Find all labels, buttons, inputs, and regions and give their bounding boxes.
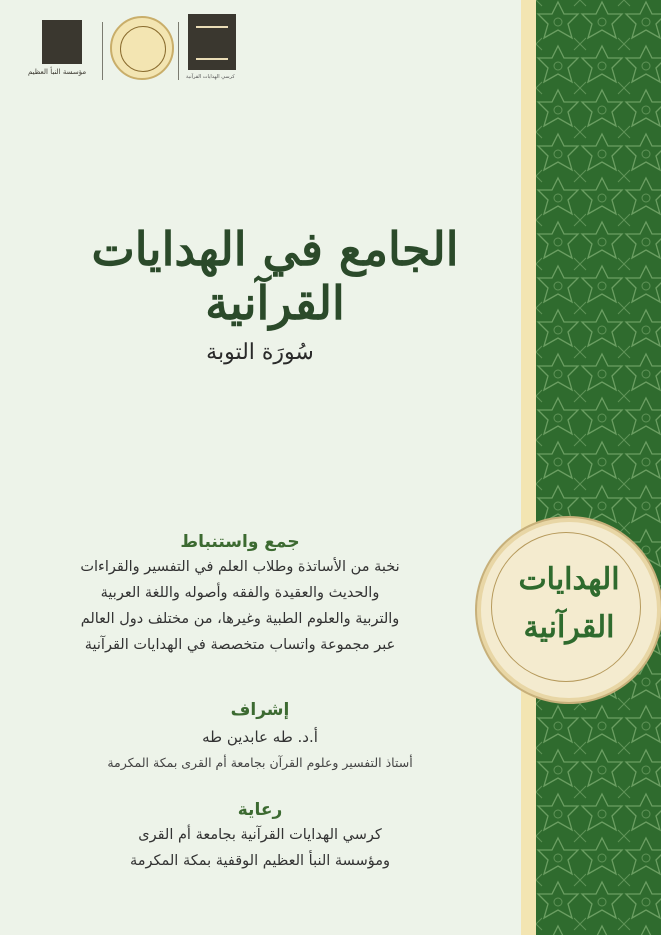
book-title: الجامع في الهدايات القرآنية <box>91 222 459 330</box>
emblem-text: الهدايات القرآنية <box>518 562 620 645</box>
supervisor-position: أستاذ التفسير وعلوم القرآن بجامعة أم القرى بمكة المكرمة <box>107 755 413 770</box>
encyclopedia-logo-caption: كرسي الهدايات القرآنية <box>186 74 235 80</box>
encyclopedia-logo-mark <box>196 26 228 60</box>
sponsor-line: كرسي الهدايات القرآنية بجامعة أم القرى <box>138 827 382 843</box>
nabaa-logo-caption: مؤسسة النبأ العظيم <box>28 68 87 76</box>
nabaa-logo-mark <box>42 20 82 64</box>
geometric-pattern-panel <box>536 0 661 935</box>
sponsorship-heading: رعاية <box>237 800 283 820</box>
gold-strip <box>521 0 536 935</box>
encyclopedia-logo <box>186 14 236 80</box>
logo-bar <box>28 14 248 84</box>
supervision-heading: إشراف <box>230 700 290 720</box>
book-subtitle: سُورَة التوبة <box>206 340 314 365</box>
sponsorship-section <box>20 800 500 874</box>
geometric-pattern <box>536 0 661 935</box>
seal-ring <box>120 26 166 72</box>
supervisor-name: أ.د. طه عابدين طه <box>202 728 318 746</box>
compilation-heading: جمع واستنباط <box>180 532 300 552</box>
logo-divider <box>178 22 179 80</box>
logo-divider <box>102 22 103 80</box>
supervision-section <box>20 700 500 776</box>
compilation-line: نخبة من الأساتذة وطلاب العلم في التفسير والقراءات <box>80 559 400 575</box>
compilation-line: عبر مجموعة واتساب متخصصة في الهدايات القرآنية <box>84 637 396 653</box>
hidayat-seal-logo <box>110 16 174 80</box>
compilation-line: والتربية والعلوم الطبية وغيرها، من مختلف دول العالم <box>80 611 400 627</box>
nabaa-foundation-logo <box>28 20 94 80</box>
compilation-line: والحديث والعقيدة والفقه وأصوله واللغة العربية <box>100 585 380 601</box>
compilation-section <box>20 532 460 658</box>
hidayat-emblem <box>477 518 661 702</box>
sponsor-line: ومؤسسة النبأ العظيم الوقفية بمكة المكرمة <box>129 853 391 869</box>
